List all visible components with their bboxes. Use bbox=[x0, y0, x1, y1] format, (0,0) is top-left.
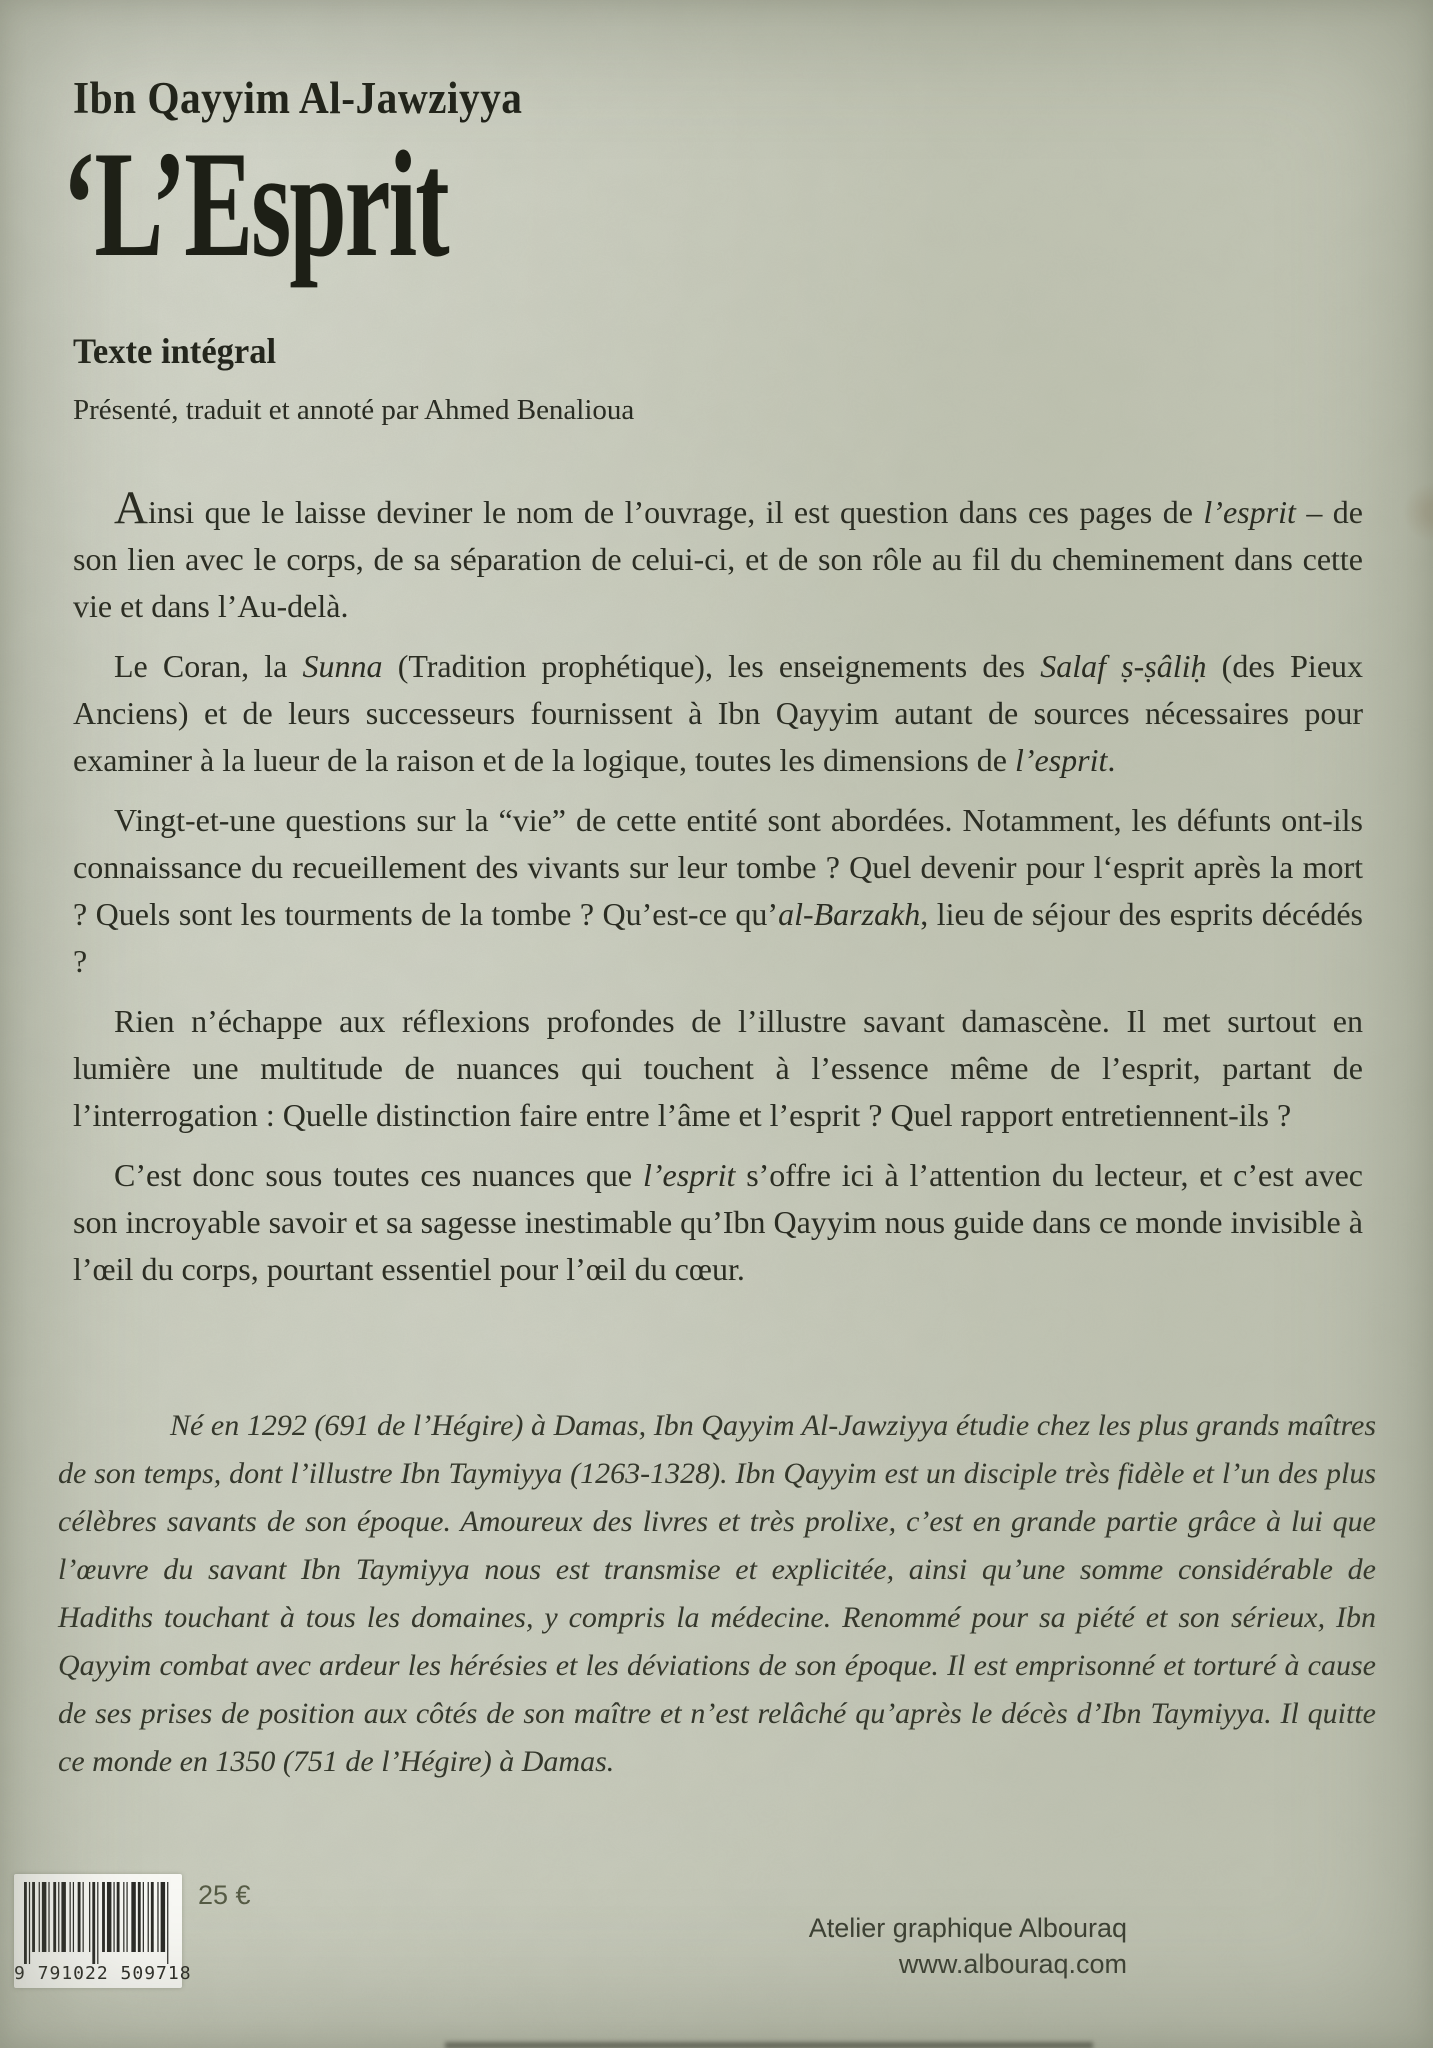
publisher-name: Atelier graphique Albouraq bbox=[808, 1913, 1127, 1943]
barcode-number: 9 791022 509718 bbox=[14, 1963, 192, 1984]
price-label: 25 € bbox=[198, 1880, 251, 1910]
synopsis-text bbox=[73, 482, 1364, 1306]
synopsis-paragraph: Vingt-et-une questions sur la “vie” de cette entité sont abordées. Notamment, les défunts ont-ils connaissance du recueillement des vivants sur leur tombe ? Quel devenir pour l‘esprit après la mort ? Quels sont les tourments de la tombe ? Qu’est-ce qu’al-Barzakh, lieu de séjour des esprits décédés ? bbox=[73, 802, 1364, 979]
barcode-bars-icon bbox=[14, 1874, 182, 1968]
book-title: ‘L’Esprit bbox=[62, 120, 448, 288]
synopsis-paragraph: Rien n’échappe aux réflexions profondes de l’illustre savant damascène. Il met surtout en lumière une multitude de nuances qui touchent à l’essence même de l’esprit, partant de l’interrogation : Quelle distinction faire entre l’âme et l’esprit ? Quel rapport entretiennent-ils ? bbox=[73, 1003, 1363, 1133]
translator-byline: Présenté, traduit et annoté par Ahmed Benalioua bbox=[73, 394, 635, 426]
synopsis-paragraph: C’est donc sous toutes ces nuances que l’esprit s’offre ici à l’attention du lecteur, et c’est avec son incroyable savoir et sa sagesse inestimable qu’Ibn Qayyim nous guide dans ce monde invisible à l’œil du corps, pourtant essentiel pour l’œil du cœur. bbox=[73, 1157, 1364, 1287]
synopsis-paragraph: Le Coran, la Sunna (Tradition prophétique), les enseignements des Salaf ṣ-ṣâliḥ (des Pieux Anciens) et de leurs successeurs fournissent à Ibn Qayyim autant de sources nécessaires pour examiner à la lueur de la raison et de la logique, toutes les dimensions de l’esprit. bbox=[73, 648, 1364, 778]
publisher-website: www.albouraq.com bbox=[898, 1949, 1127, 1979]
publisher-block bbox=[809, 1910, 1127, 1982]
edition-note: Texte intégral bbox=[73, 331, 277, 371]
synopsis-paragraph: Ainsi que le laisse deviner le nom de l’ouvrage, il est question dans ces pages de l’esprit – de son lien avec le corps, de sa séparation de celui-ci, et de son rôle au fil du cheminement dans cette vie et dans l’Au-delà. bbox=[73, 482, 1364, 624]
author-bio-paragraph: Né en 1292 (691 de l’Hégire) à Damas, Ibn Qayyim Al-Jawziyya étudie chez les plus grands maîtres de son temps, dont l’illustre Ibn Taymiyya (1263-1328). Ibn Qayyim est un disciple très fidèle et l’un des plus célèbres savants de son époque. Amoureux des livres et très prolixe, c’est en grande partie grâce à lui que l’œuvre du savant Ibn Taymiyya nous est transmise et explicitée, ainsi qu’une somme considérable de Hadiths touchant à tous les domaines, y compris la médecine. Renommé pour sa piété et son sérieux, Ibn Qayyim combat avec ardeur les hérésies et les déviations de son époque. Il est emprisonné et torturé à cause de ses prises de position aux côtés de son maître et n’est relâché qu’après le décès d’Ibn Taymiyya. Il quitte ce monde en 1350 (751 de l’Hégire) à Damas. bbox=[58, 1409, 1376, 1778]
cover-bottom-edge bbox=[445, 2042, 1093, 2048]
author-name: Ibn Qayyim Al-Jawziyya bbox=[73, 73, 523, 123]
author-bio bbox=[58, 1402, 1376, 1786]
barcode bbox=[14, 1874, 192, 1988]
